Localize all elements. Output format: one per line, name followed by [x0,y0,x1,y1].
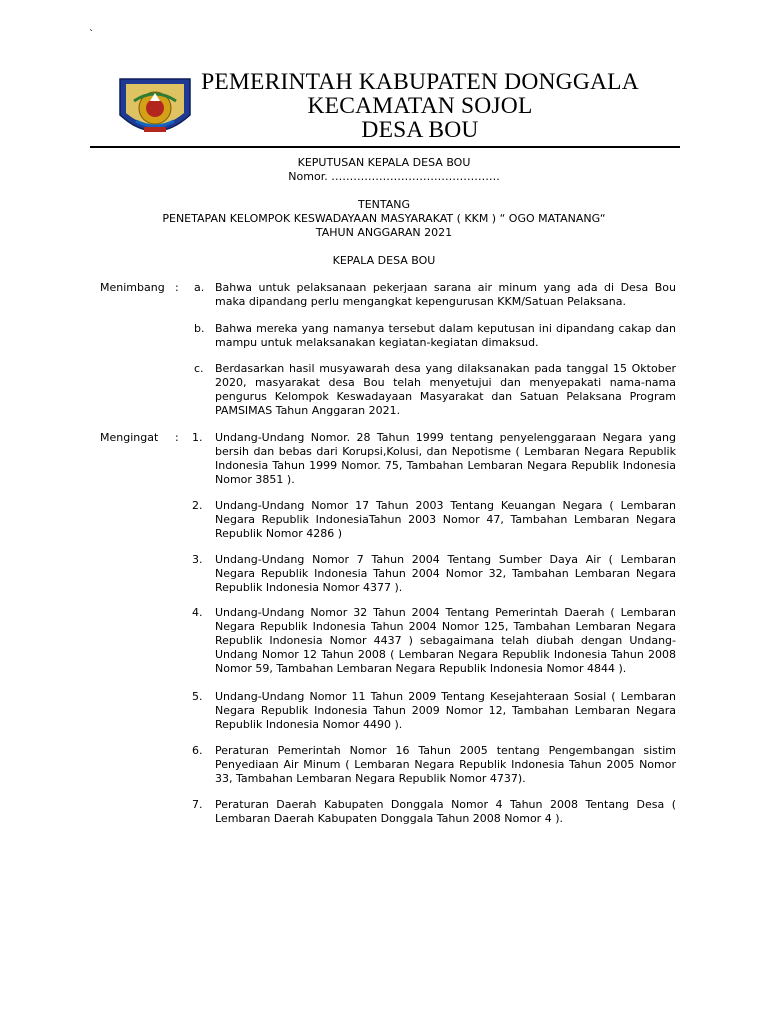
menimbang-mark-c: c. [194,362,204,375]
mengingat-colon: : [175,431,179,444]
menimbang-item-c: Berdasarkan hasil musyawarah desa yang dilaksanakan pada tanggal 15 Oktober 2020, masyarakat desa Bou telah menyetujui dan menyepakati nama-nama pengurus Kelompok Keswadayaan Masyarakat dan Satuan Pelaksana Program PAMSIMAS Tahun Anggaran 2021. [215,362,676,417]
decree-about: TENTANG [357,198,411,211]
mengingat-item-3: Undang-Undang Nomor 7 Tahun 2004 Tentang Sumber Daya Air ( Lembaran Negara Republik Indonesia Tahun 2004 Nomor 32, Tambahan Lembaran Negara Republik Indonesia Nomor 4377 ). [215,553,676,594]
decree-subject-line2: TAHUN ANGGARAN 2021 [315,226,453,239]
letterhead [150,70,690,142]
mengingat-item-7: Peraturan Daerah Kabupaten Donggala Nomor 4 Tahun 2008 Tentang Desa ( Lembaran Daerah Kabupaten Donggala Tahun 2008 Nomor 4 ). [215,798,676,825]
letterhead-village: DESA BOU [361,117,479,143]
mengingat-mark-1: 1. [192,431,203,444]
menimbang-item-b: Bahwa mereka yang namanya tersebut dalam keputusan ini dipandang cakap dan mampu untuk melaksanakan kegiatan-kegiatan dimaksud. [215,322,676,349]
letterhead-divider [90,146,680,148]
decree-number: Nomor. ………………………………………. [288,170,500,183]
decree-subject-line1: PENETAPAN KELOMPOK KESWADAYAAN MASYARAKAT ( KKM ) “ OGO MATANANG“ [162,212,606,225]
mengingat-mark-3: 3. [192,553,203,566]
menimbang-item-a: Bahwa untuk pelaksanaan pekerjaan sarana air minum yang ada di Desa Bou maka dipandang perlu mengangkat kepengurusan KKM/Satuan Pelaksana. [215,281,676,308]
menimbang-colon: : [175,281,179,294]
decree-issuer: KEPALA DESA BOU [332,254,436,267]
letterhead-regency: PEMERINTAH KABUPATEN DONGGALA [201,69,639,95]
mengingat-mark-5: 5. [192,690,203,703]
mengingat-mark-4: 4. [192,606,203,619]
mengingat-label: Mengingat [100,431,159,444]
mengingat-item-2: Undang-Undang Nomor 17 Tahun 2003 Tentang Keuangan Negara ( Lembaran Negara Republik IndonesiaTahun 2003 Nomor 47, Tambahan Lembaran Negara Republik Nomor 4286 ) [215,499,676,540]
mengingat-item-1: Undang-Undang Nomor. 28 Tahun 1999 tentang penyelenggaraan Negara yang bersih dan bebas dari Korupsi,Kolusi, dan Nepotisme ( Lembaran Negara Republik Indonesia Tahun 1999 Nomor. 75, Tambahan Lembaran Negara Republik Indonesia Nomor 3851 ). [215,431,676,486]
mengingat-mark-2: 2. [192,499,203,512]
menimbang-mark-b: b. [194,322,205,335]
mengingat-mark-7: 7. [192,798,203,811]
letterhead-district: KECAMATAN SOJOL [307,93,533,119]
mengingat-item-6: Peraturan Pemerintah Nomor 16 Tahun 2005 tentang Pengembangan sistim Penyediaan Air Minum ( Lembaran Negara Republik Indonesia Tahun 2005 Nomor 33, Tambahan Lembaran Negara Republik Nomor 4737). [215,744,676,785]
menimbang-mark-a: a. [194,281,205,294]
mengingat-item-5: Undang-Undang Nomor 11 Tahun 2009 Tentang Kesejahteraan Sosial ( Lembaran Negara Republik Indonesia Tahun 2009 Nomor 12, Tambahan Lembaran Negara Republik Indonesia Nomor 4490 ). [215,690,676,731]
menimbang-label: Menimbang [100,281,165,294]
mengingat-item-4: Undang-Undang Nomor 32 Tahun 2004 Tentang Pemerintah Daerah ( Lembaran Negara Republik Indonesia Tahun 2004 Nomor 125, Tambahan Lembaran Negara Republik Indonesia Nomor 4437 ) sebagaimana telah diubah dengan Undang-Undang Nomor 12 Tahun 2008 ( Lembaran Negara Republik Indonesia Tahun 2008 Nomor 59, Tambahan Lembaran Negara Republik Indonesia Nomor 4844 ). [215,606,676,675]
mengingat-mark-6: 6. [192,744,203,757]
stray-mark: ` [89,29,94,40]
decree-title: KEPUTUSAN KEPALA DESA BOU [297,156,471,169]
